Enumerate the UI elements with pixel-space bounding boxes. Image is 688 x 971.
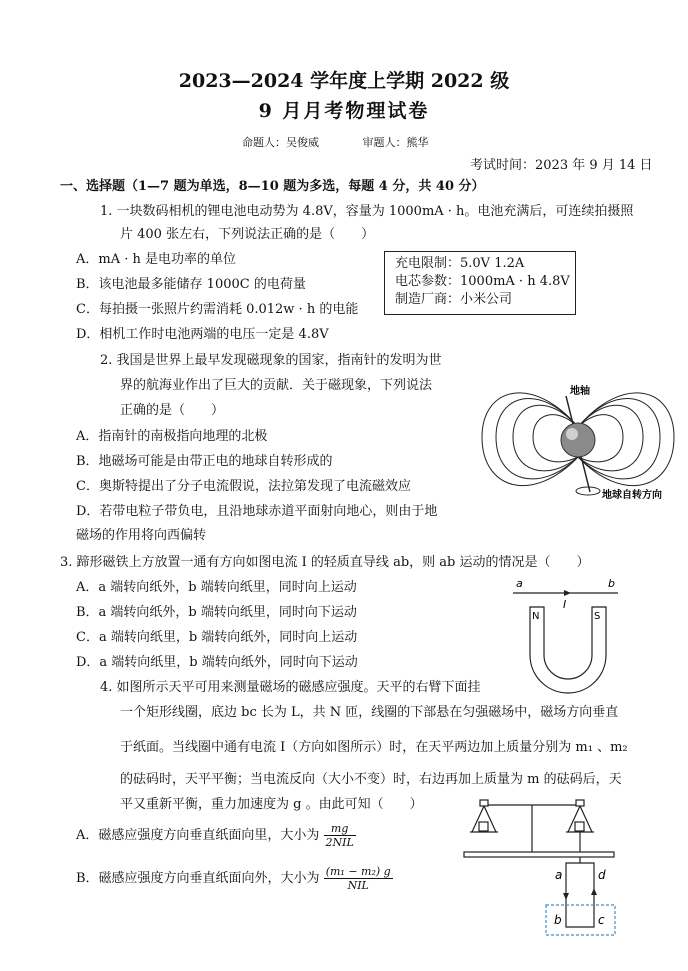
q2-stem-line1: 2. 我国是世界上最早发现磁现象的国家，指南针的发明为世 (100, 353, 442, 368)
q4-option-a-text: A．磁感应强度方向垂直纸面向里，大小为 (76, 828, 320, 843)
q4-stem-line4: 的砝码时，天平平衡；当电流反向（大小不变）时，右边再加上质量为 m 的砝码后，天 (120, 772, 622, 787)
current-down-arrow-icon (563, 893, 569, 900)
q4-option-b (76, 865, 393, 892)
balance-coil-figure (462, 797, 622, 942)
fraction-numerator: (m₁ − m₂) g (325, 865, 391, 878)
spec-line-charge: 充电限制：5.0V 1.2A (395, 256, 525, 271)
authors-line (242, 134, 469, 150)
label-a: a (516, 577, 523, 590)
exam-title-line1: 2023—2024 学年度上学期 2022 级 (178, 70, 510, 92)
label-a: a (555, 868, 563, 882)
current-up-arrow-icon (591, 888, 597, 895)
q2-option-d: D．若带电粒子带负电，且沿地球赤道平面射向地心，则由于地 (76, 504, 438, 519)
q3-option-a: A．a 端转向纸外，b 端转向纸里，同时向上运动 (76, 580, 357, 595)
reviewer-name: 审题人：熊华 (362, 136, 429, 149)
q2-stem-line3: 正确的是（ ） (120, 403, 225, 418)
label-b: b (608, 577, 615, 590)
earth-magnetic-field-figure (478, 382, 678, 517)
label-c: c (598, 913, 605, 927)
q4-stem-line3: 于纸面。当线圈中通有电流 I（方向如图所示）时，在天平两边加上质量分别为 m₁ 、m₂ (120, 740, 628, 755)
spec-line-cell: 电芯参数：1000mA · h 4.8V (395, 274, 570, 289)
fraction-denominator: 2NIL (325, 836, 354, 849)
fraction-numerator: mg (324, 822, 356, 836)
exam-time: 考试时间：2023 年 9 月 14 日 (470, 158, 653, 173)
q2-option-b: B．地磁场可能是由带正电的地球自转形成的 (76, 454, 333, 469)
q2-option-d-cont: 磁场的作用将向西偏转 (76, 528, 207, 543)
q3-stem: 3. 蹄形磁铁上方放置一通有方向如图电流 I 的轻质直导线 ab，则 ab 运动的情况是（ ） (60, 555, 590, 570)
q1-option-b: B．该电池最多能储存 1000C 的电荷量 (76, 277, 306, 292)
q1-option-c: C．每拍摄一张照片约需消耗 0.012w · h 的电能 (76, 302, 359, 317)
q1-option-d: D．相机工作时电池两端的电压一定是 4.8V (76, 327, 329, 342)
q1-stem-line2: 片 400 张左右，下列说法正确的是（ ） (120, 227, 375, 242)
section-heading: 一、选择题（1—7 题为单选，8—10 题为多选，每题 4 分，共 40 分） (60, 179, 485, 194)
q4-stem-line1: 4. 如图所示天平可用来测量磁场的磁感应强度。天平的右臂下面挂 (100, 680, 481, 695)
q3-option-c: C．a 端转向纸里，b 端转向纸外，同时向上运动 (76, 630, 358, 645)
q2-option-c: C．奥斯特提出了分子电流假说，法拉第发现了电流磁效应 (76, 479, 411, 494)
exam-title-line2: 9 月月考物理试卷 (258, 100, 430, 122)
q4-stem-line5: 平又重新平衡，重力加速度为 g 。由此可知（ ） (120, 797, 423, 812)
spec-line-maker: 制造厂商：小米公司 (395, 292, 513, 307)
horseshoe-magnet-figure (508, 575, 628, 700)
q4-option-a-fraction (324, 822, 356, 849)
rotation-label: 地球自转方向 (602, 490, 662, 501)
label-b: b (554, 913, 562, 927)
battery-spec-box (384, 251, 576, 315)
q4-option-a (76, 822, 356, 849)
q1-stem-line1: 1. 一块数码相机的锂电池电动势为 4.8V，容量为 1000mA · h。电池充满后，可连续拍摄照 (100, 204, 634, 219)
label-south: S (594, 611, 601, 622)
q4-option-b-text: B．磁感应强度方向垂直纸面向外，大小为 (76, 871, 320, 886)
q4-stem-line2: 一个矩形线圈，底边 bc 长为 L，共 N 匝，线圈的下部悬在匀强磁场中，磁场方向垂直 (120, 705, 619, 720)
q1-option-a: A．mA · h 是电功率的单位 (76, 252, 237, 267)
q2-option-a: A．指南针的南极指向地理的北极 (76, 429, 268, 444)
fraction-denominator: NIL (347, 879, 369, 892)
label-north: N (532, 611, 540, 622)
label-d: d (598, 868, 606, 882)
earth-sphere-icon (561, 423, 595, 457)
axis-label: 地轴 (570, 386, 590, 397)
q2-stem-line2: 界的航海业作出了巨大的贡献．关于磁现象，下列说法 (120, 378, 433, 393)
current-arrow-icon (564, 590, 571, 596)
q3-option-b: B．a 端转向纸外，b 端转向纸里，同时向下运动 (76, 605, 357, 620)
label-current: I (563, 598, 567, 611)
author-name: 命题人：吴俊威 (242, 136, 319, 149)
q3-option-d: D．a 端转向纸里，b 端转向纸外，同时向下运动 (76, 655, 358, 670)
q4-option-b-fraction (324, 865, 393, 892)
